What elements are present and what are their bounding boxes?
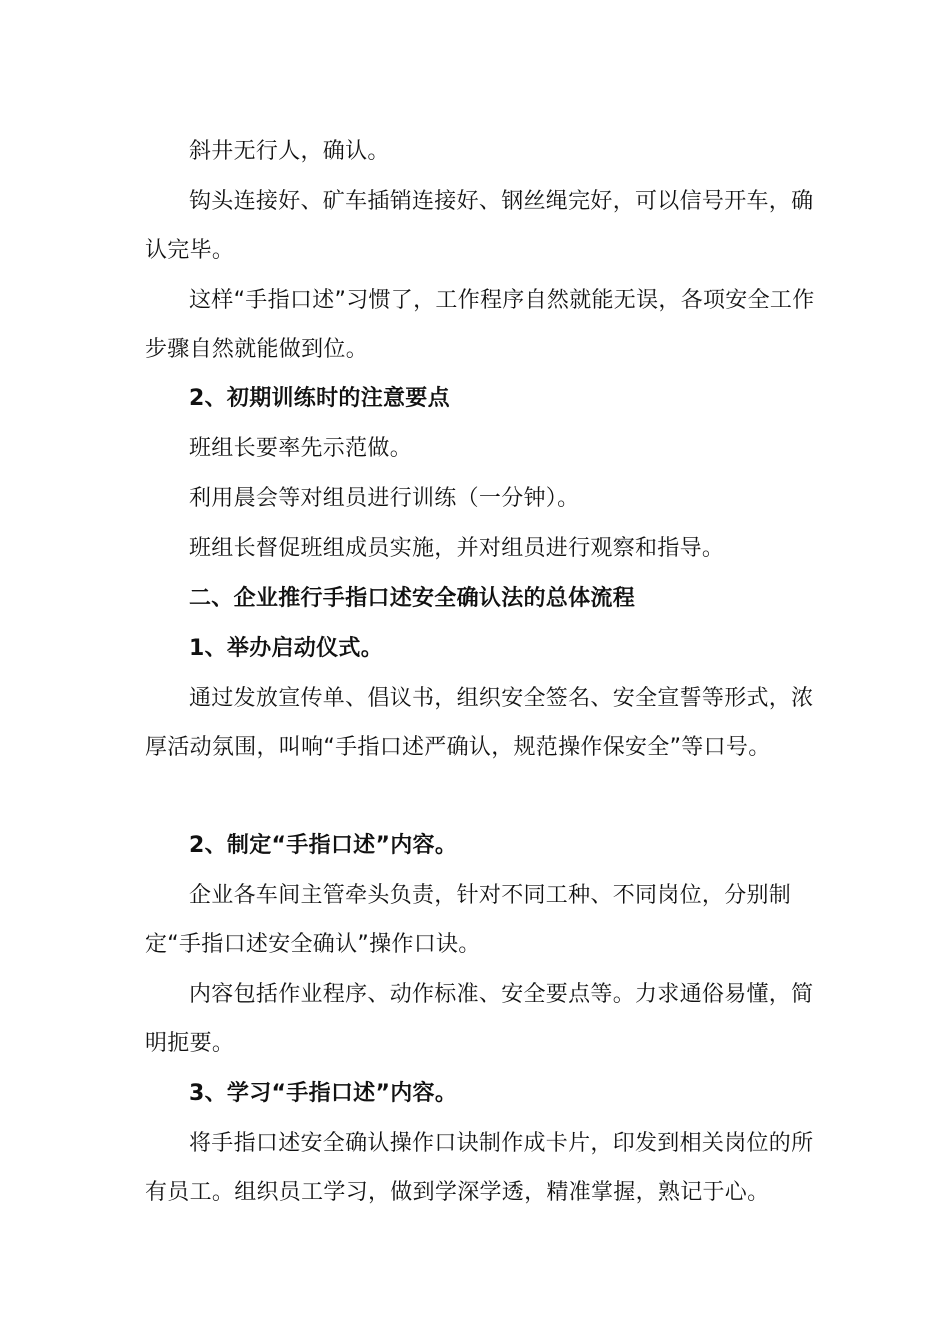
paragraph-4: 班组长要率先示范做。 — [189, 436, 413, 461]
chapter-heading-2: 二、企业推行手指口述安全确认法的总体流程 — [189, 586, 636, 611]
paragraph-10: 将手指口述安全确认操作口诀制作成卡片，印发到相关岗位的所有员工。组织员工学习，做到学深学透，精准掌握，熟记于心。 — [145, 1131, 814, 1205]
section-heading-2: 2、制定“手指口述”内容。 — [189, 833, 458, 858]
paragraph-8: 企业各车间主管牵头负责，针对不同工种、不同岗位，分别制定“手指口述安全确认”操作口诀。 — [145, 883, 792, 957]
paragraph-7: 通过发放宣传单、倡议书，组织安全签名、安全宣誓等形式，浓厚活动氛围，叫响“手指口述严确认，规范操作保安全”等口号。 — [145, 686, 814, 760]
paragraph-5: 利用晨会等对组员进行训练（一分钟）。 — [189, 486, 580, 511]
section-heading-2-1: 2、初期训练时的注意要点 — [189, 386, 450, 411]
section-heading-1: 1、举办启动仪式。 — [189, 636, 384, 661]
paragraph-1: 斜井无行人，确认。 — [189, 139, 390, 164]
paragraph-9: 内容包括作业程序、动作标准、安全要点等。力求通俗易懂，简明扼要。 — [145, 982, 814, 1056]
paragraph-2: 钩头连接好、矿车插销连接好、钢丝绳完好，可以信号开车，确认完毕。 — [145, 189, 814, 263]
paragraph-6: 班组长督促班组成员实施，并对组员进行观察和指导。 — [189, 536, 725, 561]
section-heading-3: 3、学习“手指口述”内容。 — [189, 1081, 458, 1106]
paragraph-3: 这样“手指口述”习惯了，工作程序自然就能无误，各项安全工作步骤自然就能做到位。 — [145, 288, 815, 362]
